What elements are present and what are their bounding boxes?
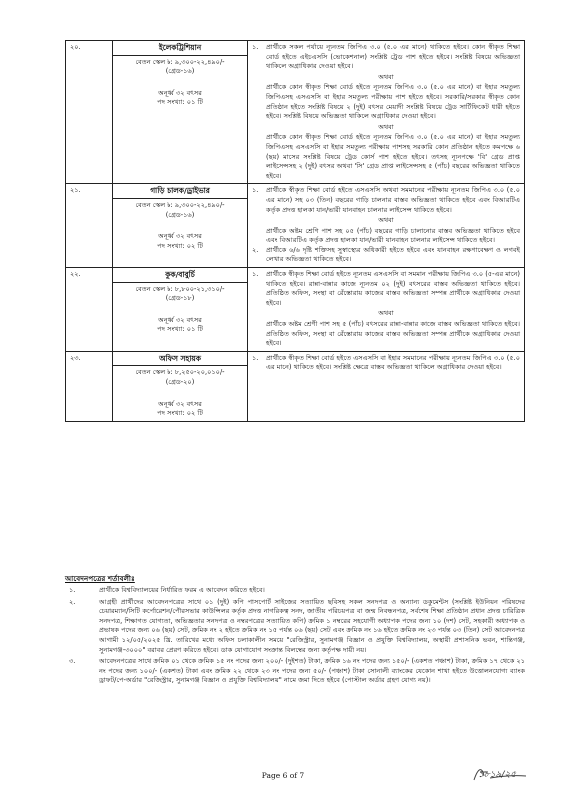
pay-scale: বেতন স্কেল ৳: ৯,৩০০-২২,৪৯০/- bbox=[135, 57, 225, 66]
spacer bbox=[117, 388, 243, 400]
requirement-number: ১. bbox=[252, 270, 259, 279]
post-info bbox=[113, 41, 248, 184]
requirements bbox=[248, 184, 525, 268]
requirement-number: ১. bbox=[252, 353, 259, 362]
serial-number: ২৩. bbox=[66, 351, 113, 421]
post-info bbox=[113, 268, 248, 352]
requirement-number bbox=[252, 227, 266, 246]
requirement-number bbox=[252, 133, 266, 181]
job-row bbox=[66, 351, 525, 421]
serial-number: ২০. bbox=[66, 41, 113, 184]
job-row bbox=[66, 268, 525, 352]
requirement-item bbox=[252, 186, 520, 215]
requirement-item bbox=[252, 43, 520, 72]
spacer bbox=[117, 304, 243, 316]
requirement-item bbox=[252, 320, 520, 349]
requirement-text: প্রার্থীকে সকল পর্যায়ে ন্যূনতম জিপিএ ৩.০ (৫.০ এর মানে) থাকিতে হইবে। কোন স্বীকৃত শিক্ষা বোর্ড হইতে এইচএসসি (ভোকেশনাল) সংশ্লিষ্ট ট্রেড পাশ হইতে হইবে। সংশ্লিষ্ট বিষয়ে অভিজ্ঞতা থাকিলে অগ্রাধিকার দেওয়া হইবে। bbox=[266, 43, 520, 71]
post-info bbox=[113, 184, 248, 268]
requirement-text: প্রার্থীকে স্বীকৃত শিক্ষা বোর্ড হইতে এসএসসি বা ইহার সমমানের পরীক্ষায় ন্যূনতম জিপিএ ৩.০ (৫.০ এর মানে) থাকিতে হইবে। সংশ্লিষ্ট ক্ষেত্রে বাস্তব অভিজ্ঞতা থাকিলে অগ্রাধিকার দেওয়া হইবে। bbox=[266, 353, 520, 372]
post-count: পদ সংখ্যা: ০১ টি bbox=[157, 325, 203, 334]
requirement-text: প্রার্থীকে অষ্টম শ্রেণি পাশ সহ ০৫ (পাঁচ) বছরের গাড়ি চালানোর বাস্তব অভিজ্ঞতা থাকিতে হইবে এবং বিআরটিএ কর্তৃক প্রদত্ত হালকা যান/ভারী যানবাহন চালনার লাইসেন্স থাকিতে হইবে। bbox=[266, 226, 520, 245]
requirement-number: ২. bbox=[252, 245, 259, 254]
requirements bbox=[248, 41, 525, 184]
pay-grade: (গ্রেড-২০) bbox=[165, 378, 195, 386]
spacer bbox=[117, 220, 243, 232]
conditions-title: আবেদনপত্রের শর্তাবলীঃ bbox=[65, 574, 135, 583]
requirement-item bbox=[252, 246, 520, 265]
post-title: ইলেকট্রিশিয়ান bbox=[113, 41, 247, 56]
post-title: অফিস সহায়ক bbox=[113, 352, 247, 367]
requirement-text: প্রার্থীকে স্বীকৃত শিক্ষা বোর্ড হইতে ন্যূনতম এসএসসি বা সমমান পরীক্ষায় জিপিএ ৩.০ (৫-এর মানে) থাকিতে হইবে। রান্না-বান্নার কাজে ন্যূনতম ০২ (দুই) বৎসরের বাস্তব অভিজ্ঞতা থাকিতে হইবে। প্রতিষ্ঠিত অফিস, সংস্থা বা রেঁস্তোরায় কাজের বাস্তব অভিজ্ঞতা সম্পন্ন প্রার্থীকে অগ্রাধিকার দেওয়া হইবে। bbox=[266, 270, 520, 307]
requirement-text: প্রার্থীকে কোন স্বীকৃত শিক্ষা বোর্ড হইতে ন্যূনতম জিপিএ ৩.০ (৫.০ এর মানে) বা ইহার সমতুল্য জিপিএসহ এসএসসি বা ইহার সমতুল্য পরীক্ষায় পাশসহ সরকারি কোন প্রতিষ্ঠান হইতে কমপক্ষে ৬ (ছয়) মাসের সংশ্লিষ্ট বিষয়ে ট্রেড কোর্স পাশ হইতে হইবে। তৎসহ ন্যূনপক্ষে 'বি' গ্রেড প্রাপ্ত লাইসেন্সসহ ২ (দুই) বৎসর অথবা 'সি' গ্রেড প্রাপ্ত লাইসেন্সসহ ৫ (পাঁচ) বছরের অভিজ্ঞতা থাকিতে হইবে। bbox=[266, 133, 520, 180]
requirement-number: ১. bbox=[252, 186, 259, 195]
pay-scale: বেতন স্কেল ৳: ৮,৮০০-২১,৩১০/- bbox=[135, 284, 225, 293]
condition-text: আবেদনপত্রের সাথে ক্রমিক ০১ থেকে ক্রমিক ১৫ নং পদের জন্য ২০০/- (দুইশত) টাকা, ক্রমিক ১৬ নং পদের জন্য ১৫০/- (একশত পঞ্চাশ) টাকা, ক্রমিক ১৭ থেকে ২১ নং পদের জন্য ১০০/- (একশত) টাকা এবং ক্রমিক ২২ থেকে ২৩ নং পদের জন্য ৫০/- (পঞ্চাশ) টাকা সোনালী ব্যাংকের যেকোন শাখা হইতে উত্তোলনযোগ্য ব্যাংক ড্রাফট/পে-অর্ডার "রেজিস্ট্রার, সুনামগঞ্জ বিজ্ঞান ও প্রযুক্তি বিশ্ববিদ্যালয়" নামে জমা দিতে হইবে (পোস্টাল অর্ডার গ্রহণ যোগ্য নয়)। bbox=[99, 657, 525, 685]
requirement-item bbox=[252, 83, 520, 121]
conditions-list bbox=[65, 586, 525, 688]
age-limit: অনূর্ধ্ব ৩২ বৎসর bbox=[158, 399, 202, 408]
serial-number: ২১. bbox=[66, 184, 113, 268]
post-count: পদ সংখ্যা: ০১ টি bbox=[157, 98, 203, 107]
pay-scale: বেতন স্কেল ৳: ৯,৩০০-২২,৪৯০/- bbox=[135, 200, 225, 209]
pay-grade: (গ্রেড-১৬) bbox=[165, 210, 195, 219]
post-title: গাড়ি চালক/ড্রাইভার bbox=[113, 184, 247, 199]
spacer bbox=[117, 77, 243, 89]
requirement-item bbox=[252, 227, 520, 246]
post-count: পদ সংখ্যা: ০২ টি bbox=[157, 241, 203, 250]
condition-text: আগ্রহী প্রার্থীদের আবেদনপত্রের সাথে ০১ (দুই) কপি পাসপোর্ট সাইজের সত্যায়িত ছবিসহ সকল সনদপত্র ও অন্যান্য ডকুমেন্টস (সংশ্লিষ্ট ইউনিয়ন পরিষদের চেয়ারম্যান/সিটি কর্পোরেশন/পৌরসভার কাউন্সিলর কর্তৃক প্রদত্ত নাগরিকত্ব সনদ, জাতীয় পরিচয়পত্র বা জন্ম নিবন্ধনপত্র, সর্বশেষ শিক্ষা প্রতিষ্ঠান প্রধান প্রদত্ত চারিত্রিক সনদপত্র, শিক্ষাগত যোগ্যতা, অভিজ্ঞতার সনদপত্র ও নম্বরপত্রের সত্যায়িত কপি) ক্রমিক ১ নম্বরের সহযোগী অধ্যাপক পদের জন্য ১০ (দশ) সেট, সহকারী অধ্যাপক ও প্রভাষক পদের জন্য ০৬ (ছয়) সেট, ক্রমিক নং ২ হইতে ক্রমিক নং ১৫ পর্যন্ত ০৬ (ছয়) সেট এবং ক্রমিক নং ১৬ হইতে ক্রমিক নং ২৩ পর্যন্ত ০৩ (তিন) সেট আবেদনপত্র আগামী ১২/০৫/২০২৫ খ্রি. তারিখের মধ্যে অফিস চলাকালীন সময়ে "রেজিস্ট্রার, সুনামগঞ্জ বিজ্ঞান ও প্রযুক্তি বিশ্ববিদ্যালয়, অস্থায়ী প্রশাসনিক ভবন, শান্তিগঞ্জ, সুনামগঞ্জ-৩০০০" বরাবর প্রেরণ করিতে হইবে। ডাক যোগাযোগ সংক্রান্ত বিলম্বের জন্য কর্তৃপক্ষ দায়ী নয়। bbox=[99, 597, 525, 654]
or-separator: অথবা bbox=[378, 216, 394, 225]
post-title: কুক/বাবুর্চি bbox=[113, 268, 247, 283]
condition-item bbox=[65, 598, 525, 656]
requirement-text: প্রার্থীকে স্বীকৃত শিক্ষা বোর্ড হইতে এসএসসি অথবা সমমানের পরীক্ষায় ন্যূনতম জিপিএ ৩.০ (৫.০ এর মানে) সহ ০৩ (তিন) বছরের গাড়ি চালনার বাস্তব অভিজ্ঞতা থাকিতে হইবে এবং বিআরটিএ কর্তৃক প্রদত্ত হালকা যান/ভারী যানবাহন চালনার লাইসেন্স থাকিতে হইবে। bbox=[266, 186, 520, 214]
requirement-item bbox=[252, 133, 520, 181]
requirement-number: ১. bbox=[252, 43, 259, 51]
requirement-number bbox=[252, 320, 266, 349]
requirement-number bbox=[252, 83, 266, 121]
condition-number: ১. bbox=[69, 586, 76, 594]
or-separator: অথবা bbox=[378, 122, 394, 131]
page-number: Page 6 of 7 bbox=[261, 771, 305, 780]
pay-grade: (গ্রেড-১৬) bbox=[165, 67, 195, 76]
post-count: পদ সংখ্যা: ০২ টি bbox=[157, 409, 203, 418]
or-separator: অথবা bbox=[378, 72, 394, 81]
condition-number: ৩. bbox=[69, 657, 76, 666]
pay-scale: বেতন স্কেল ৳: ৮,২৫০-২০,০১০/- bbox=[135, 368, 225, 377]
requirement-item bbox=[252, 354, 520, 373]
requirement-text: প্রার্থীকে ৬/৬ দৃষ্টি শক্তিসহ সুস্বাস্থ্যের অধিকারী হইতে হইবে এবং যানবাহন রক্ষণাবেক্ষণ ও লগবই লেখার অভিজ্ঞতা থাকিতে হইবে। bbox=[266, 245, 520, 264]
job-row bbox=[66, 184, 525, 268]
job-row bbox=[66, 41, 525, 184]
condition-item bbox=[65, 657, 525, 686]
job-requirements-table bbox=[65, 40, 525, 422]
requirement-item bbox=[252, 270, 520, 308]
stamp-number: ১৮১৯/২৫ bbox=[478, 770, 517, 780]
condition-item bbox=[65, 586, 525, 596]
requirement-text: প্রার্থীকে অষ্টম শ্রেণী পাশ সহ ৫ (পাঁচ) বৎসরের রান্না-বান্নার কাজে বাস্তব অভিজ্ঞতা থাকিতে হইবে। প্রতিষ্ঠিত অফিস, সংস্থা বা রেঁস্তোরায় কাজের বাস্তব অভিজ্ঞতা সম্পন্ন প্রার্থীকে অগ্রাধিকার দেওয়া হইবে। bbox=[266, 320, 520, 348]
serial-number: ২২. bbox=[66, 268, 113, 352]
or-separator: অথবা bbox=[378, 309, 394, 318]
condition-number: ২. bbox=[69, 597, 76, 606]
age-limit: অনূর্ধ্ব ৩২ বৎসর bbox=[158, 232, 202, 241]
age-limit: অনূর্ধ্ব ৩২ বৎসর bbox=[158, 88, 202, 97]
post-info bbox=[113, 351, 248, 421]
requirements bbox=[248, 268, 525, 352]
condition-text: প্রার্থীকে বিশ্ববিদ্যালয়ের নির্ধারিত ফরম এ আবেদন করিতে হইবে। bbox=[99, 586, 265, 594]
pay-grade: (গ্রেড-১৮) bbox=[165, 294, 195, 303]
requirement-text: প্রার্থীকে কোন স্বীকৃত শিক্ষা বোর্ড হইতে ন্যূনতম জিপিএ ৩.০ (৫.০ এর মানে) বা ইহার সমতুল্য জিপিএসহ এসএসসি বা ইহার সমতুল্য পরীক্ষায় পাশ হইতে হইবে। সরকারি/সরকার স্বীকৃত কোন প্রতিষ্ঠান হইতে সংশ্লিষ্ট বিষয়ে ২ (দুই) বৎসর মেয়াদী সংশ্লিষ্ট বিষয়ে ট্রেড সার্টিফিকেট ধারী হইতে হইবে। সংশ্লিষ্ট বিষয়ে অভিজ্ঞতা থাকিলে অগ্রাধিকার দেওয়া হইবে। bbox=[266, 83, 520, 121]
requirements bbox=[248, 351, 525, 421]
age-limit: অনূর্ধ্ব ৩২ বৎসর bbox=[158, 315, 202, 324]
